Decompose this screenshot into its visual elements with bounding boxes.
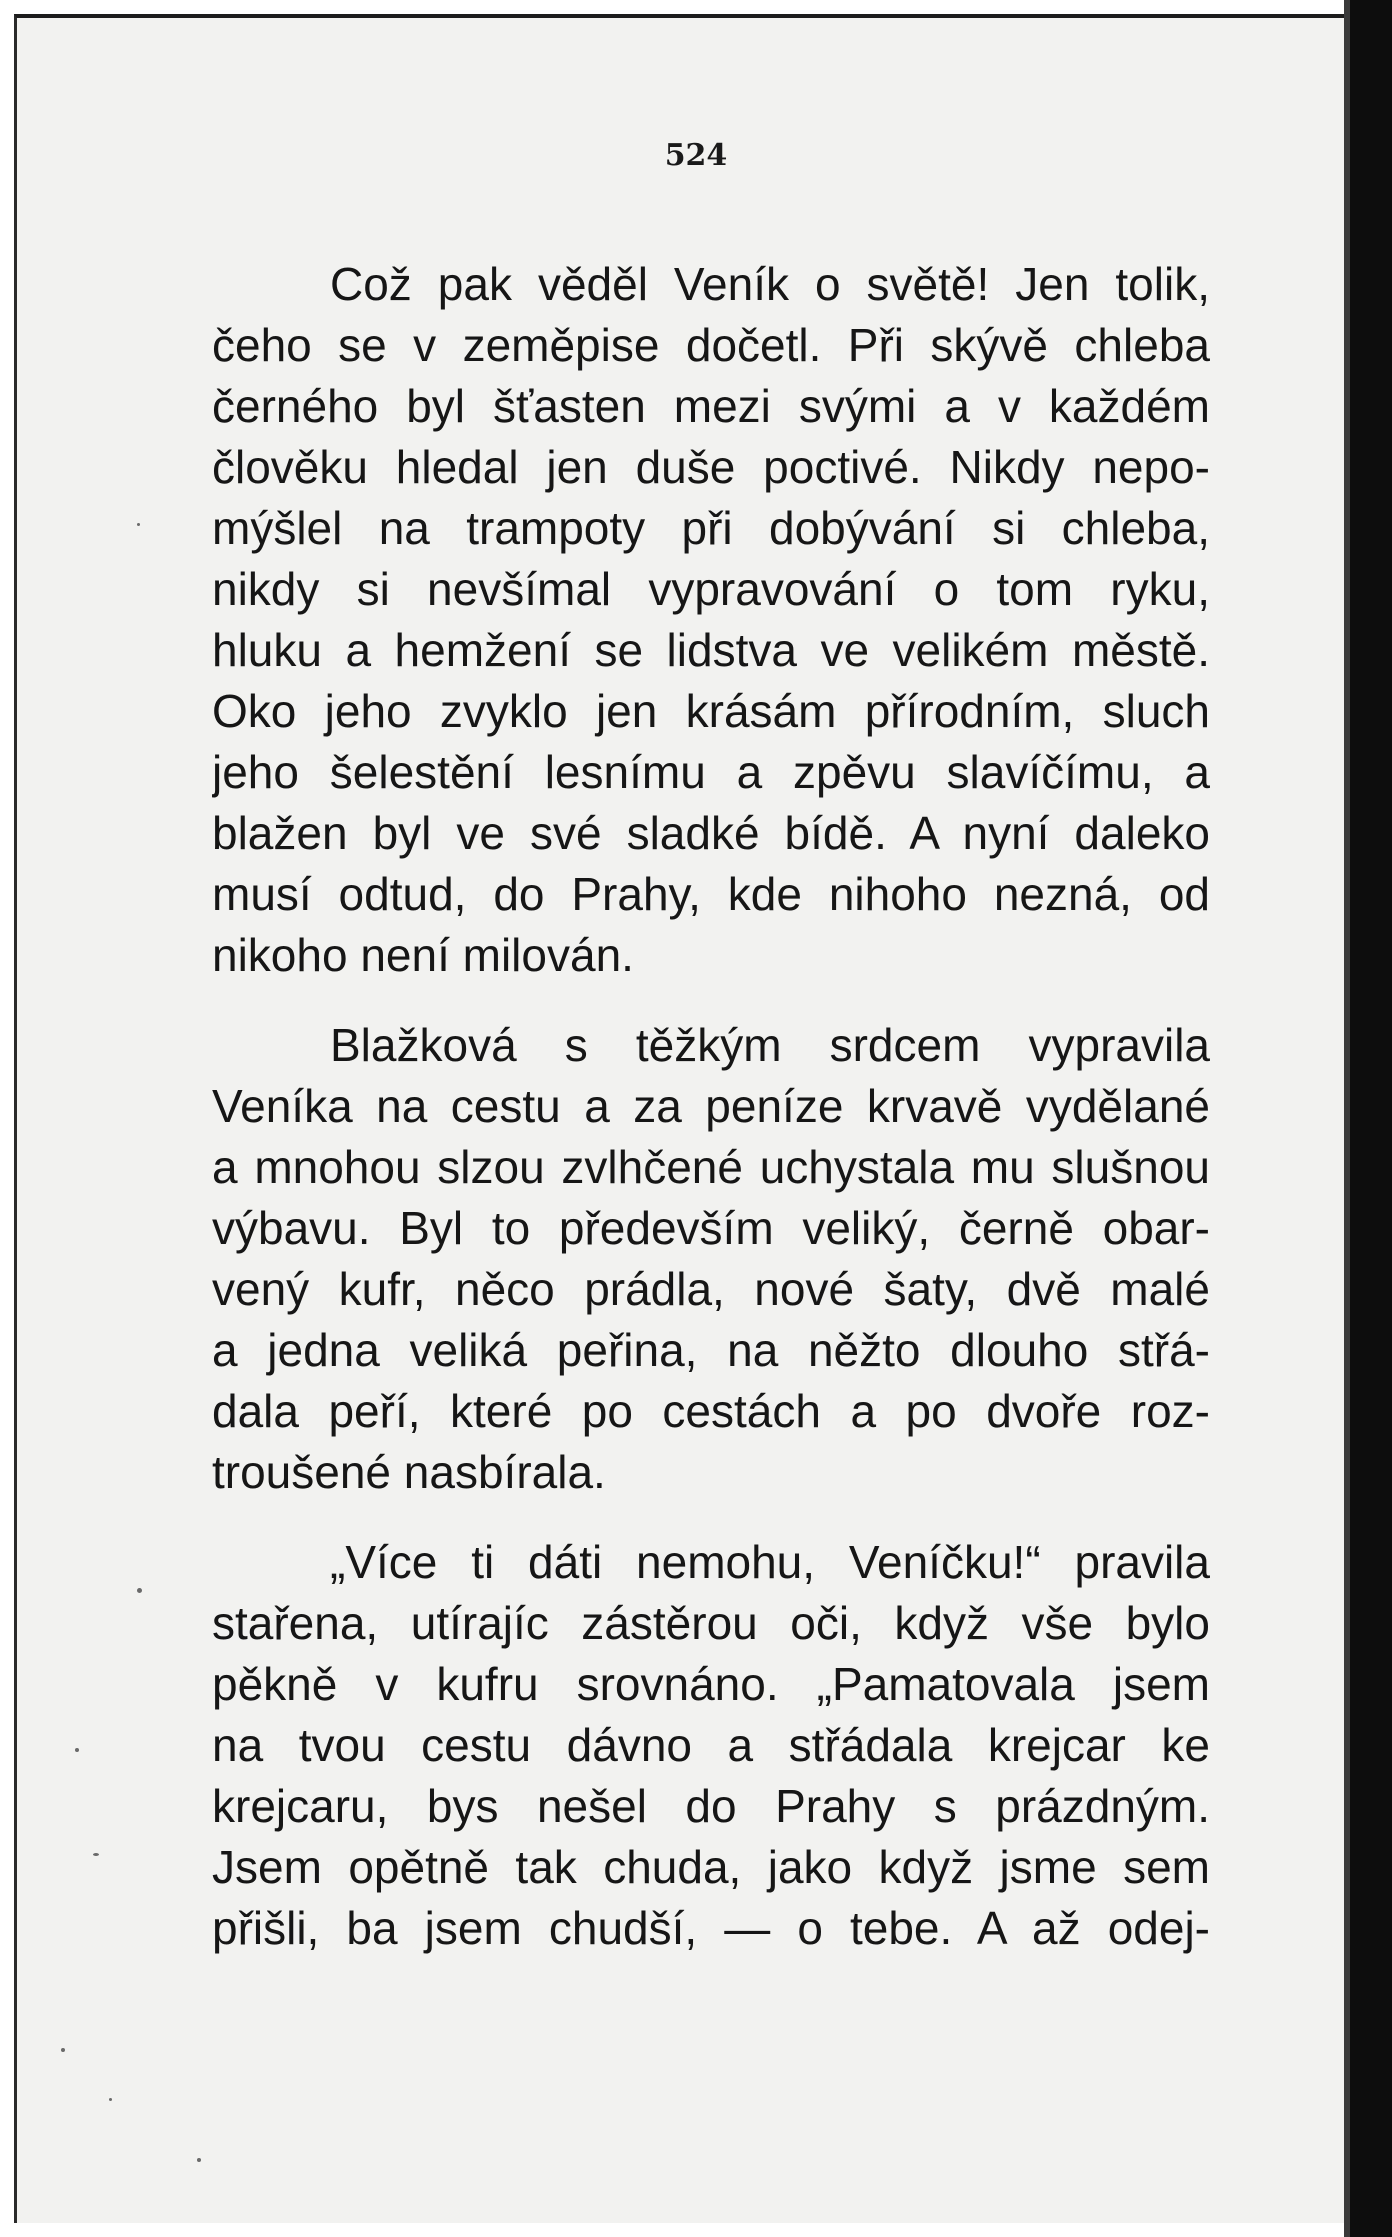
text-line: vený kufr, něco prádla, nové šaty, dvě malé bbox=[212, 1263, 1210, 1315]
text-line: Blažková s těžkým srdcem vypravila bbox=[330, 1019, 1210, 1071]
paragraph-gap bbox=[212, 986, 1210, 1015]
dust-speck bbox=[109, 2098, 112, 2101]
paragraph-gap bbox=[212, 1503, 1210, 1532]
text-line: Jsem opětně tak chuda, jako když jsme sem bbox=[212, 1841, 1210, 1893]
text-line: člověku hledal jen duše poctivé. Nikdy nepo- bbox=[212, 441, 1210, 493]
text-line: Oko jeho zvyklo jen krásám přírodním, sluch bbox=[212, 685, 1210, 737]
text-line: černého byl šťasten mezi svými a v každém bbox=[212, 380, 1210, 432]
text-line: nikoho není milován. bbox=[212, 929, 634, 981]
text-line: stařena, utírajíc zástěrou oči, když vše bylo bbox=[212, 1597, 1210, 1649]
text-line: čeho se v zeměpise dočetl. Při skývě chleba bbox=[212, 319, 1210, 371]
text-line: musí odtud, do Prahy, kde nihoho nezná, od bbox=[212, 868, 1210, 920]
text-line: výbavu. Byl to především veliký, černě obar- bbox=[212, 1202, 1210, 1254]
text-line: mýšlel na trampoty při dobývání si chleba, bbox=[212, 502, 1210, 554]
text-line: a mnohou slzou zvlhčené uchystala mu slušnou bbox=[212, 1141, 1210, 1193]
text-line: Což pak věděl Veník o světě! Jen tolik, bbox=[330, 258, 1210, 310]
text-line: krejcaru, bys nešel do Prahy s prázdným. bbox=[212, 1780, 1210, 1832]
text-line: hluku a hemžení se lidstva ve velikém městě. bbox=[212, 624, 1210, 676]
text-line: a jedna veliká peřina, na něžto dlouho střá- bbox=[212, 1324, 1210, 1376]
dust-speck bbox=[93, 1853, 99, 1856]
page-edge-border bbox=[1350, 0, 1392, 2237]
text-line: troušené nasbírala. bbox=[212, 1446, 606, 1498]
text-line: přišli, ba jsem chudší, — o tebe. A až odej- bbox=[212, 1902, 1210, 1954]
paragraph bbox=[212, 254, 1210, 986]
page-number: 524 bbox=[664, 138, 728, 173]
text-line: na tvou cestu dávno a střádala krejcar ke bbox=[212, 1719, 1210, 1771]
dust-speck bbox=[75, 1748, 79, 1752]
text-line: Veníka na cestu a za peníze krvavě vydělané bbox=[212, 1080, 1210, 1132]
text-line: dala peří, které po cestách a po dvoře roz- bbox=[212, 1385, 1210, 1437]
paragraph bbox=[212, 1532, 1210, 1959]
dust-speck bbox=[137, 523, 140, 526]
text-line: pěkně v kufru srovnáno. „Pamatovala jsem bbox=[212, 1658, 1210, 1710]
text-line: nikdy si nevšímal vypravování o tom ryku, bbox=[212, 563, 1210, 615]
text-line: „Více ti dáti nemohu, Veníčku!“ pravila bbox=[330, 1536, 1210, 1588]
body-text bbox=[212, 254, 1210, 1959]
text-line: blažen byl ve své sladké bídě. A nyní daleko bbox=[212, 807, 1210, 859]
text-line: jeho šelestění lesnímu a zpěvu slavíčímu, a bbox=[212, 746, 1210, 798]
dust-speck bbox=[61, 2048, 65, 2052]
dust-speck bbox=[197, 2158, 201, 2162]
dust-speck bbox=[137, 1588, 142, 1593]
paragraph bbox=[212, 1015, 1210, 1503]
